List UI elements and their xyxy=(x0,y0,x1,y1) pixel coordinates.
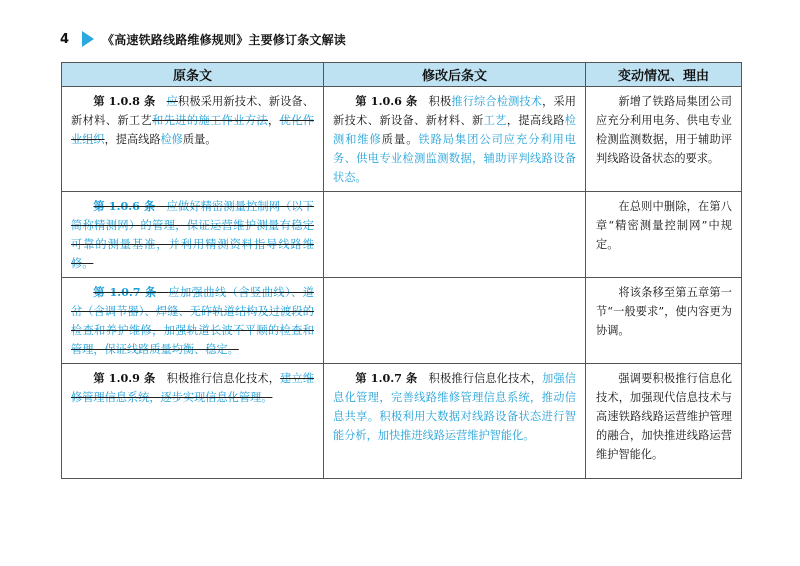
original-clause-cell xyxy=(62,364,324,479)
table-row xyxy=(62,192,742,278)
clause-text xyxy=(71,283,314,359)
clause-segment: 应加强曲线（含竖曲线）、道岔（含调节器）、焊缝、无砟轨道结构及过渡段的检查和养护维修，加强轨道长波不平顺的检查和管理，保证线路质量均衡、稳定。 xyxy=(71,286,314,356)
reason-cell xyxy=(586,87,742,192)
original-clause-cell xyxy=(62,87,324,192)
clause-segment: 加强信息化管理，完善线路维修管理信息系统，推动信息共享。积极利用大数据对线路设备状态进行智能分析，加快推进线路运营维护智能化。 xyxy=(333,372,576,442)
clause-number: 第 1.0.8 条 xyxy=(93,94,156,108)
column-header-original: 原条文 xyxy=(62,63,324,87)
reason-text: 将该条移至第五章第一节“一般要求”，使内容更为协调。 xyxy=(596,286,732,337)
clause-segment: 应 xyxy=(166,95,179,108)
clause-text xyxy=(71,197,314,273)
clause-segment: 工艺 xyxy=(483,114,507,127)
revision-table-container xyxy=(61,62,741,479)
clause-segment xyxy=(157,286,169,299)
clause-segment xyxy=(155,200,166,213)
clause-segment: 积极推行信息化技术， xyxy=(155,372,281,385)
reason-text: 在总则中删除，在第八章“精密测量控制网”中规定。 xyxy=(596,200,732,251)
reason-text: 新增了铁路局集团公司应充分利用电务、供电专业检测监测数据，用于辅助评判线路设备状态的要求。 xyxy=(596,95,732,165)
clause-segment: ，提高线路 xyxy=(506,114,565,127)
column-header-reason: 变动情况、理由 xyxy=(586,63,742,87)
page-number: 4 xyxy=(60,31,70,47)
clause-segment: 铁路局集团公司应充分利用电务、供电专业检测监测数据，辅助评判线路设备状态。 xyxy=(333,133,576,184)
reason-text: 强调要积极推行信息化技术，加强现代信息技术与高速铁路线路运营维护管理的融合，加快推进线路运营维护智能化。 xyxy=(596,372,732,461)
clause-segment: 和先进的施工作业方法 xyxy=(152,114,269,127)
clause-segment: 检测和维修 xyxy=(333,114,576,146)
clause-text xyxy=(333,92,576,187)
revised-clause-cell xyxy=(324,87,586,192)
clause-segment: 积极采用新技术、新设备、新材料、新工艺 xyxy=(71,95,314,127)
revision-table xyxy=(61,62,742,479)
column-header-revised: 修改后条文 xyxy=(324,63,586,87)
original-clause-cell xyxy=(62,278,324,364)
reason-cell xyxy=(586,278,742,364)
table-row xyxy=(62,87,742,192)
table-header-row xyxy=(62,63,742,87)
clause-segment: 积极 xyxy=(417,95,452,108)
clause-segment: 建立维修管理信息系统，逐步实现信息化管理。 xyxy=(71,372,314,404)
page-header xyxy=(60,28,346,50)
original-clause-cell xyxy=(62,192,324,278)
clause-segment: ，采用新技术、新设备、新材料、新 xyxy=(333,95,576,127)
clause-number: 第 1.0.6 条 xyxy=(93,199,156,213)
clause-number: 第 1.0.6 条 xyxy=(355,94,418,108)
clause-number: 第 1.0.9 条 xyxy=(93,371,156,385)
clause-segment: ， xyxy=(268,114,280,127)
clause-segment: 优化作业组织 xyxy=(71,114,314,146)
revised-clause-cell xyxy=(324,192,586,278)
header-title: 《高速铁路线路维修规则》主要修订条文解读 xyxy=(102,32,347,47)
revised-clause-cell xyxy=(324,364,586,479)
clause-segment: 检修 xyxy=(160,133,183,146)
clause-segment xyxy=(155,95,166,108)
clause-text xyxy=(71,92,314,149)
clause-segment: ，提高线路 xyxy=(104,133,161,146)
revised-clause-cell xyxy=(324,278,586,364)
clause-number: 第 1.0.7 条 xyxy=(93,285,157,299)
clause-segment: 质量。 xyxy=(182,133,217,146)
table-row xyxy=(62,364,742,479)
reason-cell xyxy=(586,364,742,479)
clause-segment: 应做好精密测量控制网（以下简称精测网）的管理，保证运营维护测量有稳定可靠的测量基准，并利用精测资料指导线路维修。 xyxy=(71,200,314,270)
reason-cell xyxy=(586,192,742,278)
clause-number: 第 1.0.7 条 xyxy=(355,371,418,385)
triangle-arrow-icon xyxy=(82,31,94,47)
clause-segment: 质量。 xyxy=(381,133,419,146)
clause-text xyxy=(333,369,576,445)
clause-text xyxy=(71,369,314,407)
clause-segment: 积极推行信息化技术， xyxy=(417,372,543,385)
table-row xyxy=(62,278,742,364)
clause-segment: 推行综合检测技术 xyxy=(451,95,543,108)
